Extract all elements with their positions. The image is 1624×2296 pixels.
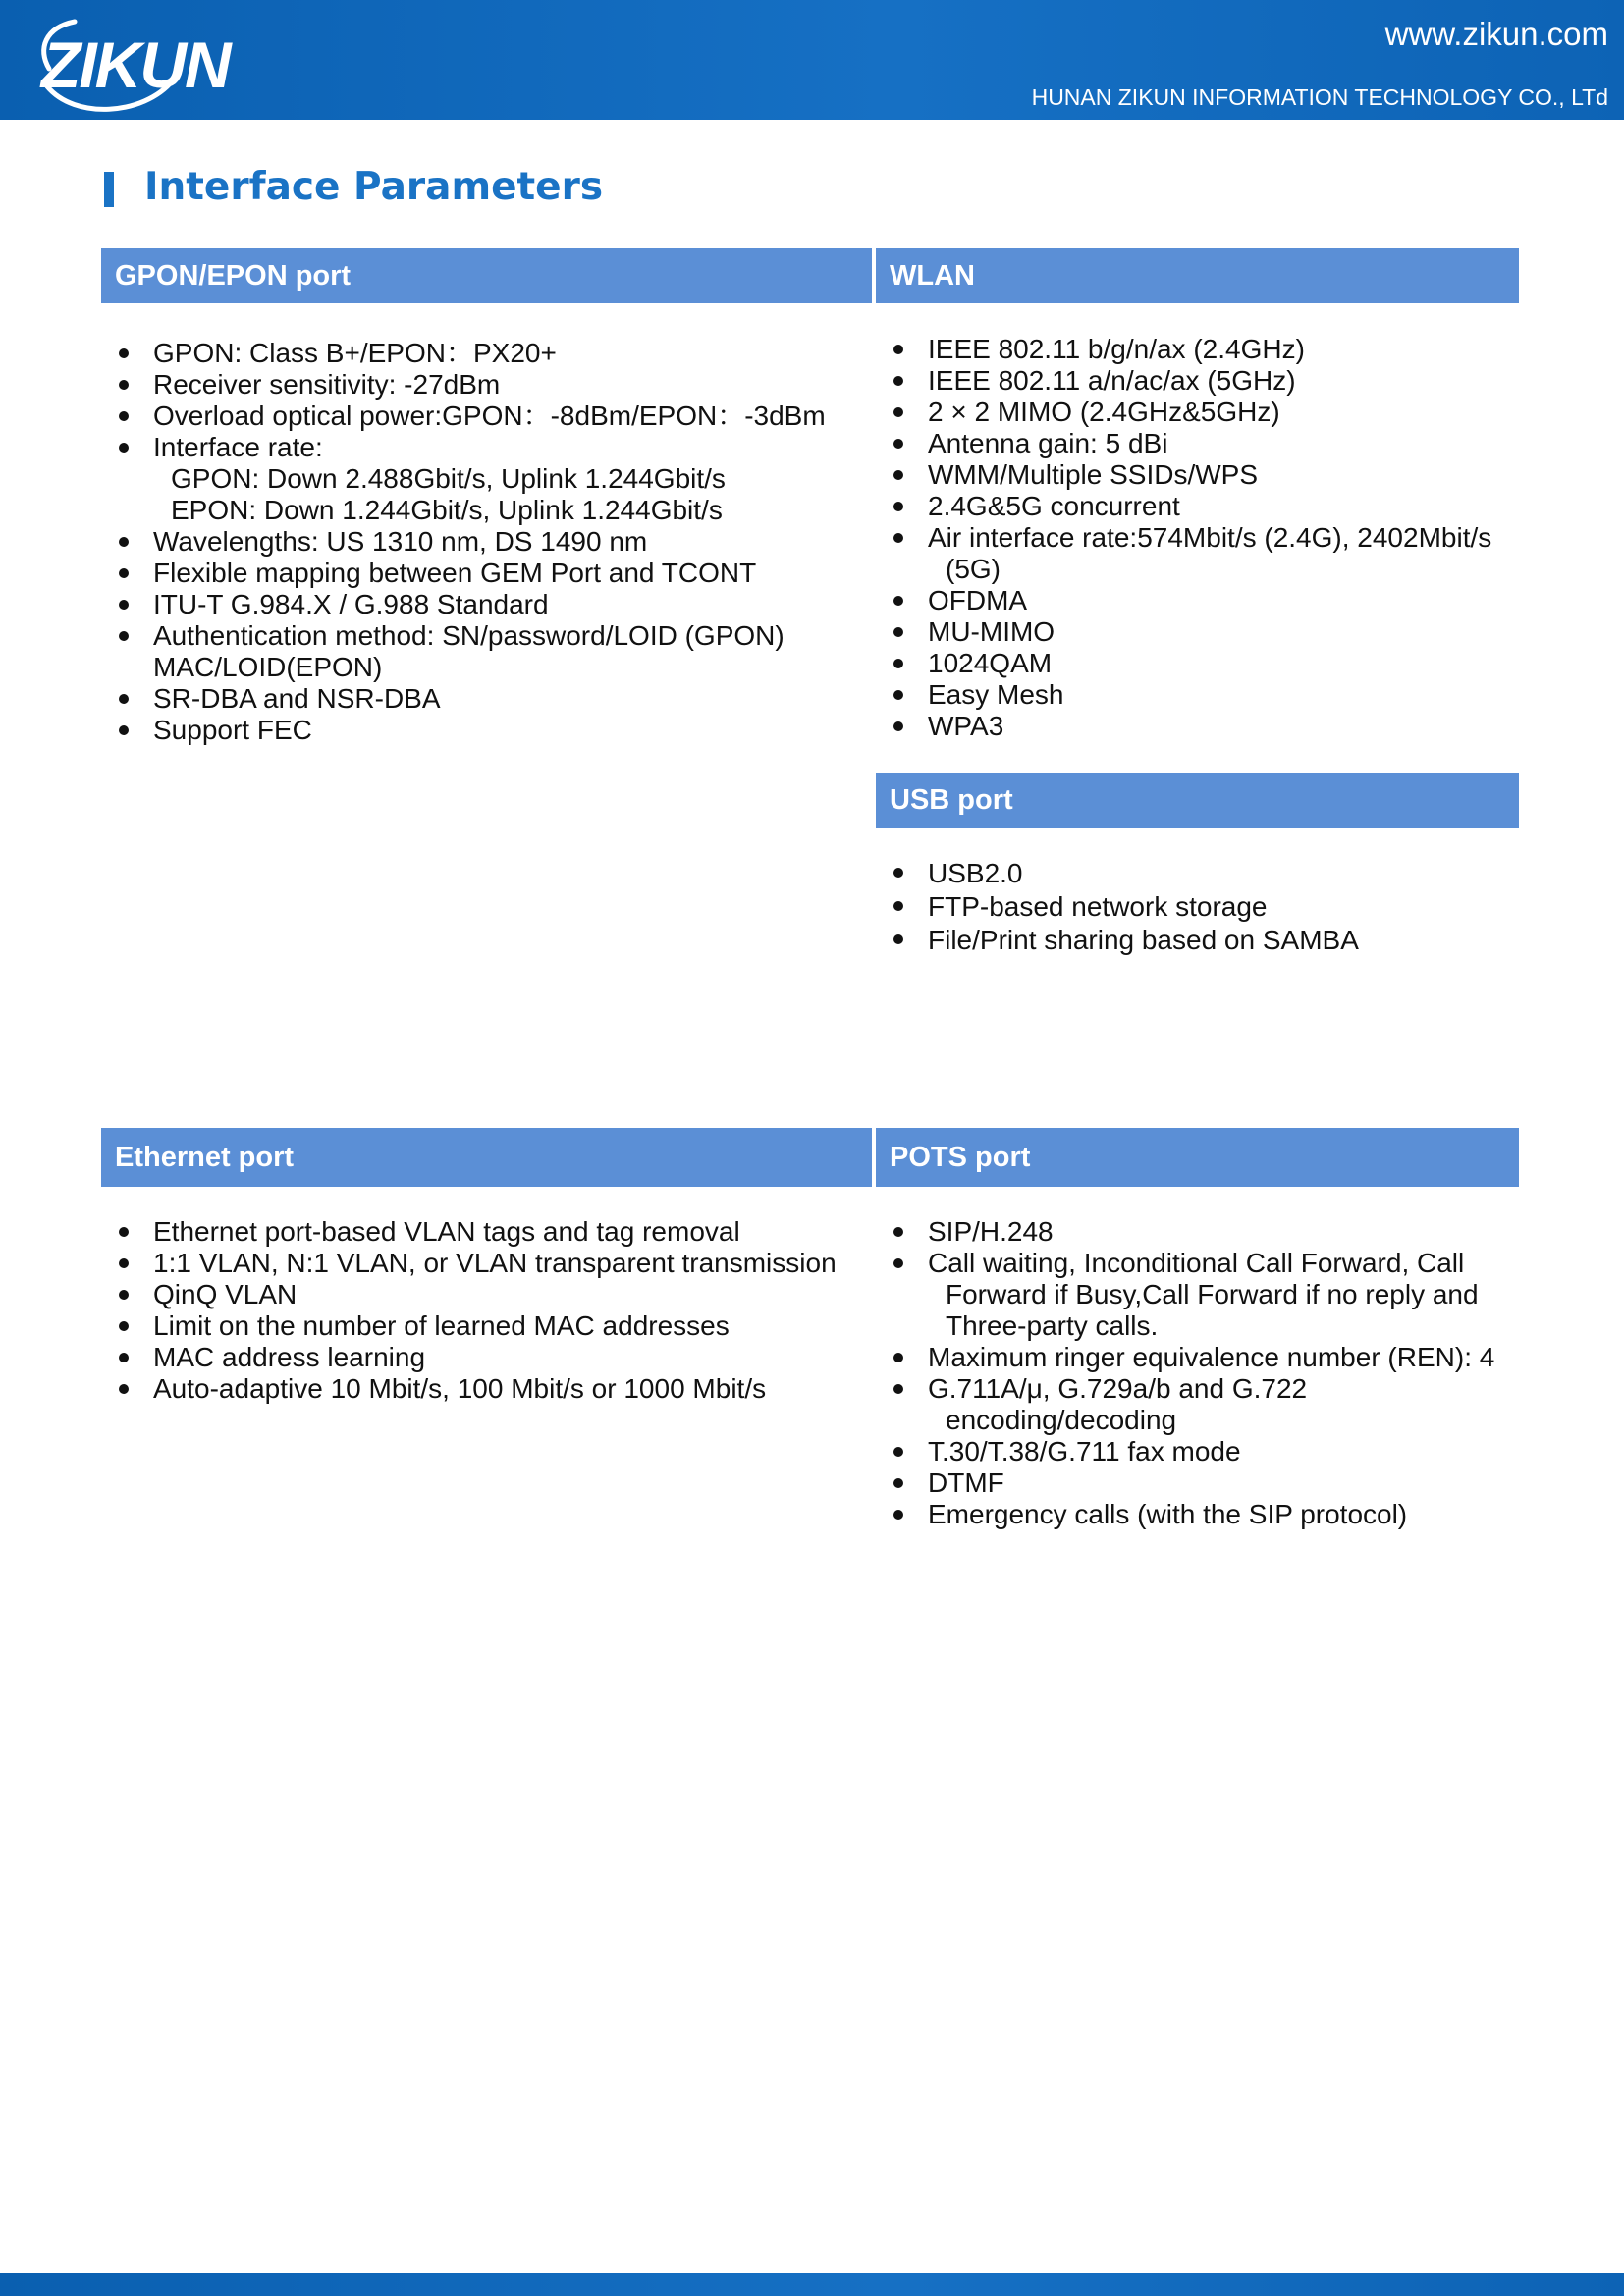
list-item: DTMF: [891, 1468, 1519, 1499]
list-item: OFDMA: [891, 585, 1519, 616]
list-item: Support FEC: [116, 715, 872, 746]
page-title: Interface Parameters: [144, 165, 604, 209]
list-item: Emergency calls (with the SIP protocol): [891, 1499, 1519, 1530]
section-header-pots: POTS port: [876, 1128, 1519, 1187]
list-item: 1024QAM: [891, 648, 1519, 679]
list-item: WPA3: [891, 711, 1519, 742]
list-item: Interface rate:: [116, 432, 872, 463]
list-item: Receiver sensitivity: -27dBm: [116, 369, 872, 400]
list-item: SR-DBA and NSR-DBA: [116, 683, 872, 715]
section-header-usb: USB port: [876, 773, 1519, 828]
title-accent-bar: [104, 172, 114, 207]
list-item: SIP/H.248: [891, 1216, 1519, 1248]
list-item: Wavelengths: US 1310 nm, DS 1490 nm: [116, 526, 872, 558]
list-item: Maximum ringer equivalence number (REN): 4: [891, 1342, 1519, 1373]
usb-feature-list: [891, 857, 1519, 957]
list-item: Overload optical power:GPON：-8dBm/EPON：-3dBm: [116, 400, 872, 432]
list-item: ITU-T G.984.X / G.988 Standard: [116, 589, 872, 620]
pots-feature-list: [891, 1216, 1519, 1530]
list-item-continuation: Three-party calls.: [946, 1310, 1159, 1341]
ethernet-feature-list: [116, 1216, 872, 1405]
list-item: FTP-based network storage: [891, 890, 1519, 924]
list-item: QinQ VLAN: [116, 1279, 872, 1310]
list-item: IEEE 802.11 a/n/ac/ax (5GHz): [891, 365, 1519, 397]
website-url: www.zikun.com: [1384, 16, 1608, 52]
list-item-continuation: Forward if Busy,Call Forward if no reply and: [946, 1279, 1479, 1309]
list-item-continuation: EPON: Down 1.244Gbit/s, Uplink 1.244Gbit/s: [171, 495, 723, 525]
list-item: Ethernet port-based VLAN tags and tag removal: [116, 1216, 872, 1248]
list-item: File/Print sharing based on SAMBA: [891, 924, 1519, 957]
list-item-continuation: (5G): [946, 554, 1001, 584]
list-item: 2 × 2 MIMO (2.4GHz&5GHz): [891, 397, 1519, 428]
list-item: MU-MIMO: [891, 616, 1519, 648]
list-item: 2.4G&5G concurrent: [891, 491, 1519, 522]
list-item: WMM/Multiple SSIDs/WPS: [891, 459, 1519, 491]
list-item: Auto-adaptive 10 Mbit/s, 100 Mbit/s or 1000 Mbit/s: [116, 1373, 872, 1405]
list-item: Easy Mesh: [891, 679, 1519, 711]
list-item: Antenna gain: 5 dBi: [891, 428, 1519, 459]
list-item: Authentication method: SN/password/LOID (GPON): [116, 620, 872, 652]
gpon-feature-list: [116, 338, 872, 746]
list-item: GPON: Class B+/EPON：PX20+: [116, 338, 872, 369]
list-item-continuation: MAC/LOID(EPON): [153, 652, 383, 682]
list-item: Call waiting, Inconditional Call Forward, Call: [891, 1248, 1519, 1279]
list-item-continuation: encoding/decoding: [946, 1405, 1177, 1435]
list-item: Flexible mapping between GEM Port and TCONT: [116, 558, 872, 589]
list-item-continuation: GPON: Down 2.488Gbit/s, Uplink 1.244Gbit/s: [171, 463, 726, 494]
zikun-logo: [35, 10, 246, 113]
section-header-ethernet: Ethernet port: [101, 1128, 872, 1187]
page-footer-band: [0, 2273, 1624, 2296]
list-item: 1:1 VLAN, N:1 VLAN, or VLAN transparent transmission: [116, 1248, 872, 1279]
list-item: Air interface rate:574Mbit/s (2.4G), 2402Mbit/s: [891, 522, 1519, 554]
list-item: USB2.0: [891, 857, 1519, 890]
wlan-feature-list: [891, 334, 1519, 742]
page-header: [0, 0, 1624, 120]
company-name: HUNAN ZIKUN INFORMATION TECHNOLOGY CO., LTd: [1031, 84, 1608, 110]
section-header-gpon: GPON/EPON port: [101, 248, 872, 303]
list-item: Limit on the number of learned MAC addresses: [116, 1310, 872, 1342]
list-item: T.30/T.38/G.711 fax mode: [891, 1436, 1519, 1468]
logo-text: ZIKUN: [41, 28, 230, 101]
list-item: G.711A/μ, G.729a/b and G.722: [891, 1373, 1519, 1405]
list-item: IEEE 802.11 b/g/n/ax (2.4GHz): [891, 334, 1519, 365]
section-header-wlan: WLAN: [876, 248, 1519, 303]
list-item: MAC address learning: [116, 1342, 872, 1373]
